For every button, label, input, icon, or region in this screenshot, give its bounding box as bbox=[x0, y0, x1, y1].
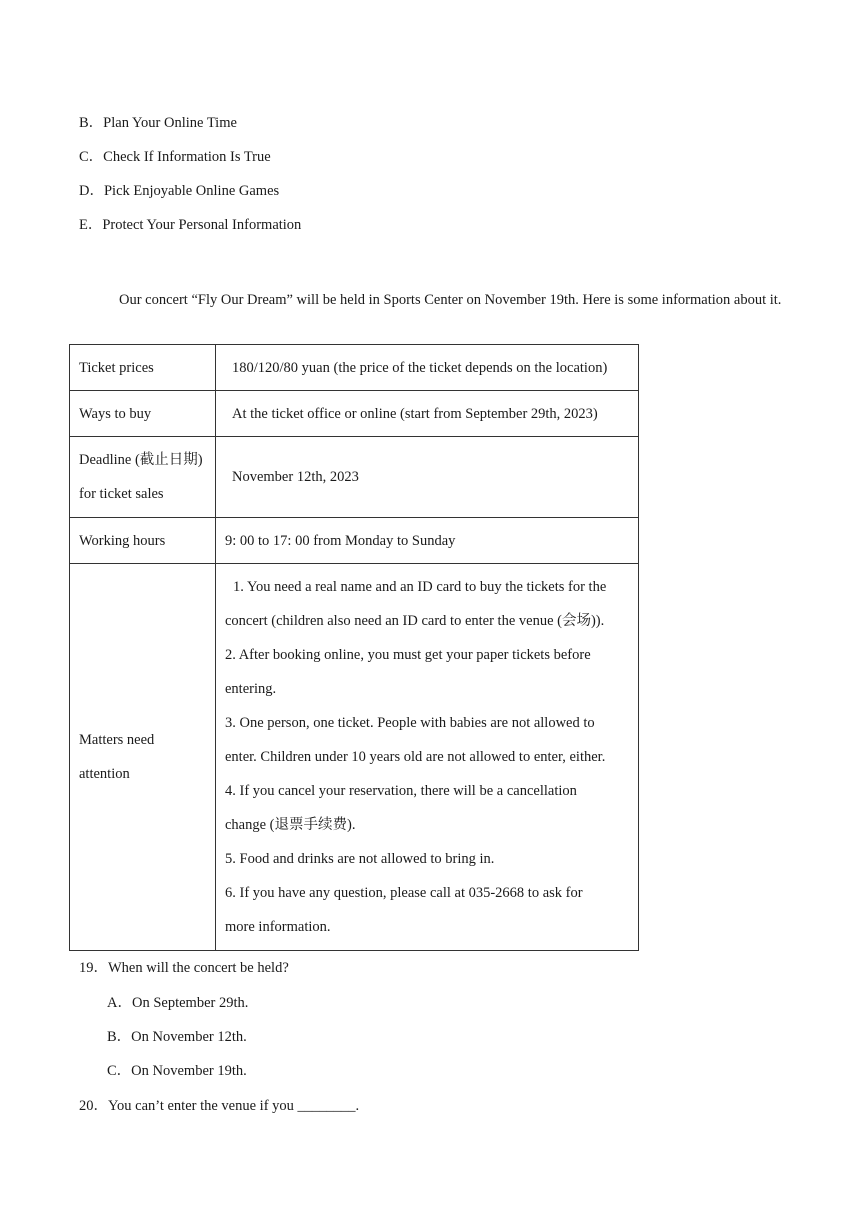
matter-line: entering. bbox=[225, 681, 277, 697]
row-label: Matters need attention bbox=[70, 564, 216, 951]
q19-option-b bbox=[107, 1027, 247, 1047]
option-letter: B． bbox=[107, 1029, 132, 1045]
row-label: Ticket prices bbox=[70, 345, 216, 391]
intro-paragraph: Our concert “Fly Our Dream” will be held in Sports Center on November 19th. Here is some information about it. bbox=[119, 292, 782, 308]
option-letter: C． bbox=[79, 149, 104, 165]
row-label: Working hours bbox=[70, 518, 216, 564]
question-number: 20． bbox=[79, 1098, 108, 1114]
row-value: November 12th, 2023 bbox=[216, 437, 639, 518]
option-text: Protect Your Personal Information bbox=[102, 217, 302, 233]
row-value: At the ticket office or online (start from September 29th, 2023) bbox=[216, 391, 639, 437]
matter-line: 2. After booking online, you must get your paper tickets before bbox=[225, 647, 591, 663]
option-text: Check If Information Is True bbox=[103, 149, 271, 165]
row-label: Ways to buy bbox=[70, 391, 216, 437]
q19-option-c bbox=[107, 1061, 247, 1081]
option-d-prev bbox=[79, 181, 279, 201]
option-letter: D． bbox=[79, 183, 104, 199]
question-19 bbox=[79, 958, 289, 978]
row-value: 180/120/80 yuan (the price of the ticket depends on the location) bbox=[216, 345, 639, 391]
concert-info-table bbox=[69, 344, 639, 951]
matter-line: change (退票手续费). bbox=[225, 817, 356, 833]
option-letter: A． bbox=[107, 995, 132, 1011]
row-label: Deadline (截止日期) for ticket sales bbox=[70, 437, 216, 518]
matter-line: 3. One person, one ticket. People with babies are not allowed to bbox=[225, 715, 595, 731]
table-row bbox=[70, 437, 639, 518]
question-stem: When will the concert be held? bbox=[108, 960, 289, 976]
matter-line: enter. Children under 10 years old are not allowed to enter, either. bbox=[225, 749, 606, 765]
q19-option-a bbox=[107, 993, 248, 1013]
table-row bbox=[70, 391, 639, 437]
option-e-prev bbox=[79, 215, 301, 235]
option-text: On September 29th. bbox=[131, 995, 249, 1011]
matter-line: more information. bbox=[225, 919, 331, 935]
table-row bbox=[70, 564, 639, 951]
option-text: Pick Enjoyable Online Games bbox=[103, 183, 280, 199]
question-stem: You can’t enter the venue if you ________. bbox=[108, 1098, 360, 1114]
option-letter: E． bbox=[79, 217, 103, 233]
option-text: On November 19th. bbox=[131, 1063, 247, 1079]
matter-line: 1. You need a real name and an ID card to buy the tickets for the bbox=[233, 579, 607, 595]
matter-line: 6. If you have any question, please call at 035-2668 to ask for bbox=[225, 885, 583, 901]
option-c-prev bbox=[79, 147, 271, 167]
option-letter: B． bbox=[79, 115, 104, 131]
row-value-list bbox=[216, 564, 639, 951]
option-b-prev bbox=[79, 113, 237, 133]
option-letter: C． bbox=[107, 1063, 132, 1079]
row-value: 9: 00 to 17: 00 from Monday to Sunday bbox=[216, 518, 639, 564]
option-text: On November 12th. bbox=[131, 1029, 247, 1045]
question-number: 19． bbox=[79, 960, 108, 976]
matter-line: 5. Food and drinks are not allowed to bring in. bbox=[225, 851, 495, 867]
option-text: Plan Your Online Time bbox=[103, 115, 237, 131]
matter-line: 4. If you cancel your reservation, there will be a cancellation bbox=[225, 783, 577, 799]
table-row bbox=[70, 345, 639, 391]
table-row bbox=[70, 518, 639, 564]
matter-line: concert (children also need an ID card to enter the venue (会场)). bbox=[225, 613, 605, 629]
question-20 bbox=[79, 1096, 359, 1116]
